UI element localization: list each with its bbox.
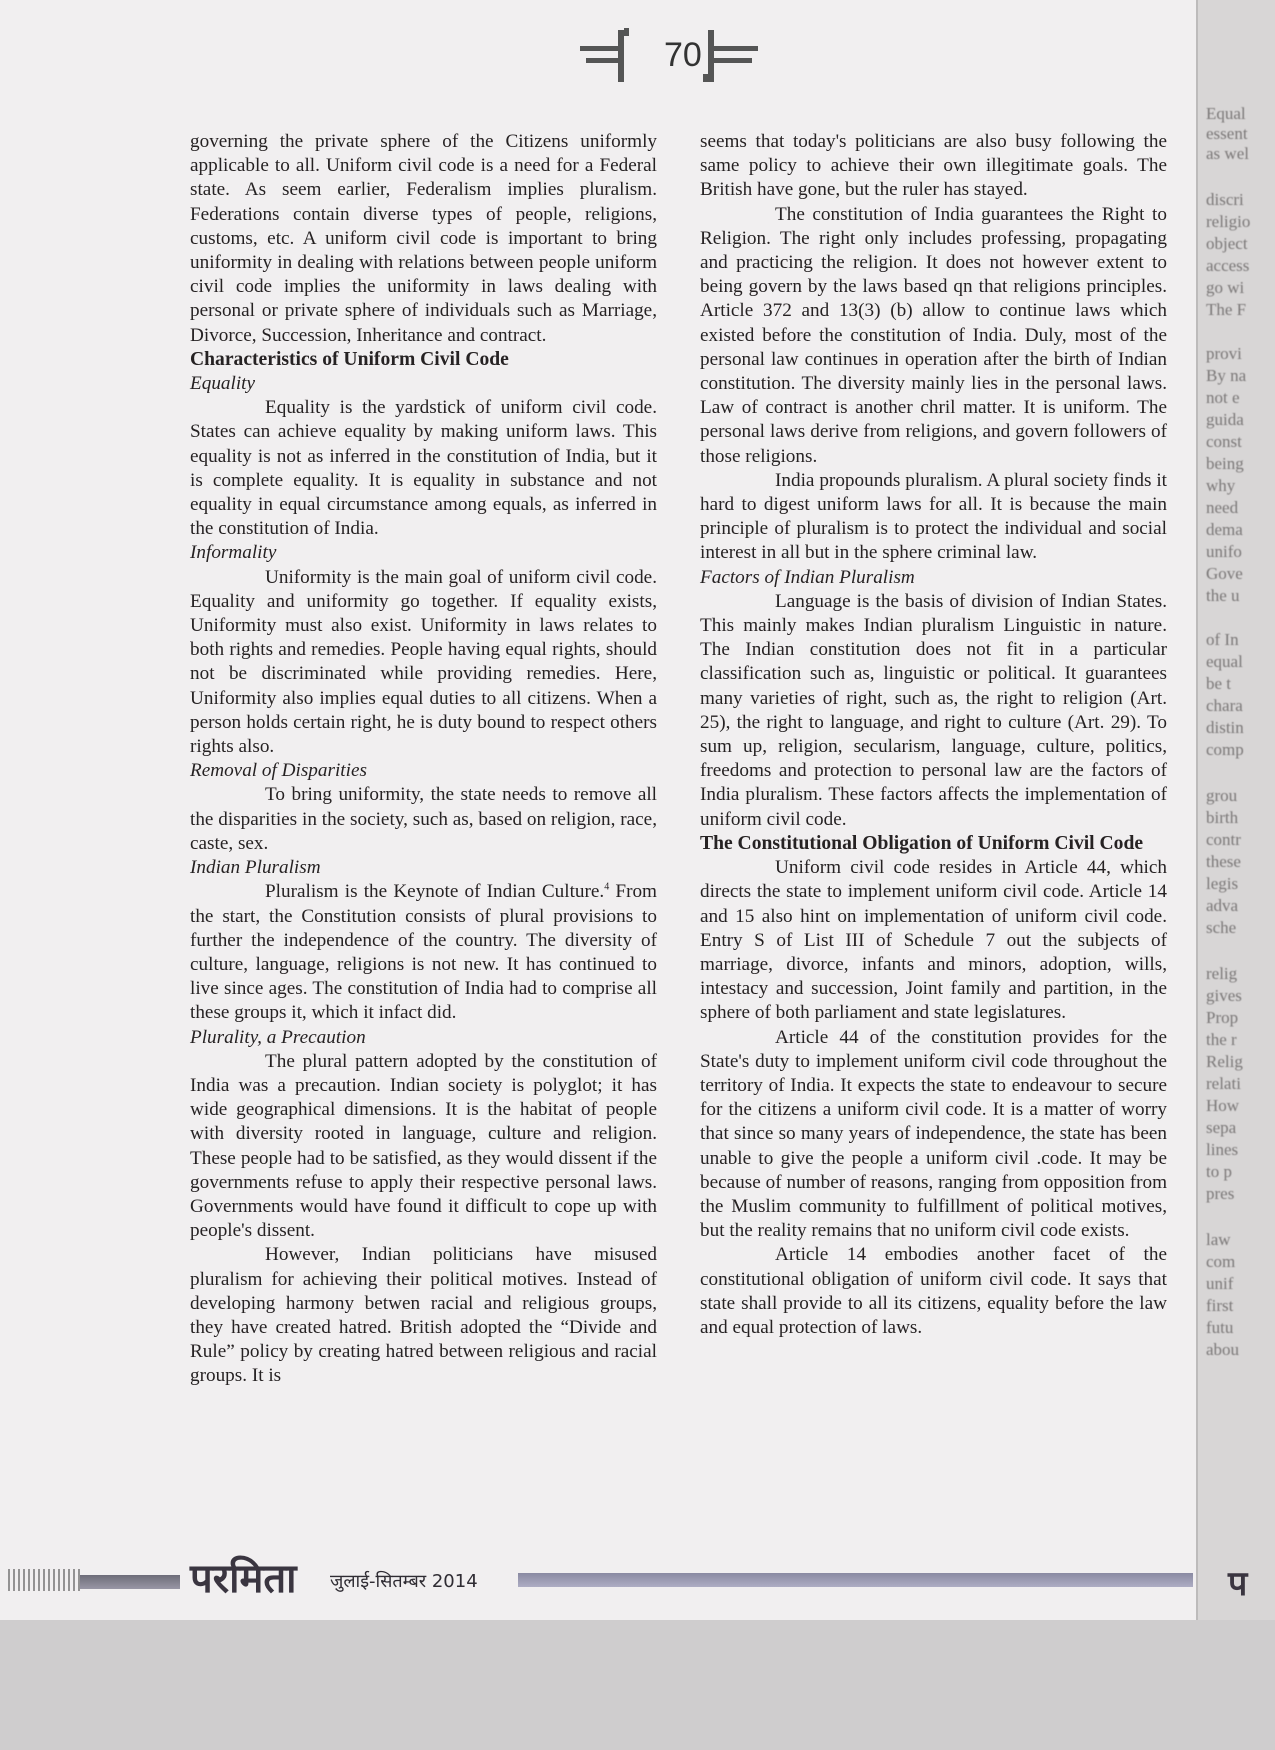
next-page-text-fragment: why [1206,476,1236,495]
footnote-marker: 4 [604,881,610,893]
footer-crop-marks [8,1569,80,1591]
next-page-text-fragment: comp [1206,740,1244,759]
body-paragraph: Article 14 embodies another facet of the constitutional obligation of uniform civil code. It says that state shall provide to all its citizens, equality before the law and equal protection of laws. [700,1244,1167,1338]
body-paragraph: The plural pattern adopted by the constitution of India was a precaution. Indian society is polyglot; it has wide geographical dimensions. It is the habitat of people with diversity rooted in language, culture and religion. These people had to be satisfied, as they would dissent if the governments refuse to apply their respective personal laws. Governments would have found it difficult to cope up with people's dissent. [190,1050,657,1242]
section-heading: Characteristics of Uniform Civil Code [190,348,509,370]
next-page-logo-fragment: प [1228,1564,1248,1604]
footer-rule-right [518,1573,1193,1587]
body-paragraph: Article 44 of the constitution provides for the State's duty to implement uniform civil code throughout the territory of India. It expects the state to endeavour to secure for the citizens a uniform civil code. It is a matter of worry that since so many years of independence, the state has been unable to give the people a uniform civil .code. It may be because of number of reasons, ranging from opposition from the Muslim community to fulfillment of political motives, but the reality remains that no uniform civil code exists. [700,1026,1167,1242]
next-page-text-fragment: not e [1206,388,1240,407]
right-text-column [700,130,1167,1340]
next-page-text-fragment: Equal [1206,104,1246,123]
subsection-heading: Removal of Disparities [190,760,367,782]
body-paragraph: Language is the basis of division of Indian States. This mainly makes Indian pluralism Linguistic in nature. The Indian constitution does not fit in a particular classification such as, linguistic or political. It guarantees many varieties of right, such as, the right to religion (Art. 25), the right to language, and right to culture (Art. 29). To sum up, religion, secularism, language, culture, politics, freedoms and protection to personal law are the factors of India pluralism. These factors affects the implementation of uniform civil code. [700,590,1167,830]
adjacent-page-edge [1196,0,1275,1620]
next-page-text-fragment: be t [1206,674,1232,693]
next-page-text-fragment: of In [1206,630,1239,649]
left-bracket-ornament [580,28,629,82]
footer-rule-left [80,1575,180,1589]
page-number: 70 [664,36,702,74]
next-page-text-fragment: religio [1206,212,1251,231]
next-page-text-fragment: unif [1206,1274,1234,1293]
next-page-text-fragment: need [1206,498,1239,517]
next-page-text-fragment: Relig [1206,1052,1243,1071]
next-page-text-fragment: go wi [1206,278,1245,297]
body-paragraph: India propounds pluralism. A plural society finds it hard to digest uniform laws for all. It is because the main principle of pluralism is to protect the individual and social interest in all but in the sphere criminal law. [700,469,1167,564]
body-paragraph: Equality is the yardstick of uniform civil code. States can achieve equality by making uniform laws. This equality is not as inferred in the constitution of India, but it is complete equality. It is equality in substance and not equality in equal circumstance among equals, as inferred in the constitution of India. [190,397,657,540]
issue-date: जुलाई-सितम्बर 2014 [330,1571,478,1592]
body-paragraph: To bring uniformity, the state needs to remove all the disparities in the society, such as, based on religion, race, caste, sex. [190,784,657,854]
subsection-heading: Factors of Indian Pluralism [700,566,915,588]
body-paragraph: Uniformity is the main goal of uniform civil code. Equality and uniformity go together. If equality exists, Uniformity must also exist. Uniformity in laws relates to both rights and remedies. People having equal rights, should not be discriminated while providing remedies. Here, Uniformity also implies equal duties to all citizens. When a person holds certain right, he is duty bound to respect others rights also. [190,566,657,758]
next-page-text-fragment: By na [1206,366,1247,385]
body-paragraph: governing the private sphere of the Citizens uniformly applicable to all. Uniform civil code is a need for a Federal state. As seem earlier, Federalism implies pluralism. Federations contain diverse types of people, religions, customs, etc. A uniform civil code is important to bring uniformity in dealing with relations between people uniform civil code implies the uniformity in laws dealing with personal or private sphere of individuals such as Marriage, Divorce, Succession, Inheritance and contract. [190,131,657,346]
subsection-heading: Indian Pluralism [190,857,321,879]
next-page-text-fragment: lines [1206,1140,1239,1159]
next-page-text-fragment: to p [1206,1162,1232,1181]
next-page-text-fragment: as wel [1206,144,1249,163]
page-header [580,28,780,88]
body-paragraph: However, Indian politicians have misused pluralism for achieving their political motives. Instead of developing harmony betwen racial and religious groups, they have created hatred. British adopted the “Divide and Rule” policy by creating hatred between religious and racial groups. It is [190,1244,657,1387]
next-page-text-fragment: gives [1206,986,1242,1005]
next-page-text-fragment: law [1206,1230,1231,1249]
body-paragraph: The constitution of India guarantees the Right to Religion. The right only includes professing, propagating and practicing the religion. It does not however extent to being govern by the laws based qn that religions principles. Article 372 and 13(3) (b) allow to continue laws which existed before the constitution of India. Duly, most of the personal law continues in operation after the birth of Indian constitution. The diversity mainly lies in the personal laws. Law of contract is another chril matter. It is uniform. The personal laws derive from religions, and govern followers of those religions. [700,203,1167,467]
body-paragraph [190,880,657,1025]
subsection-heading: Equality [190,373,256,395]
next-page-text-fragment: birth [1206,808,1239,827]
next-page-text-fragment: essent [1206,124,1248,143]
next-page-text-fragment: The F [1206,300,1247,319]
next-page-text-fragment: Prop [1206,1008,1239,1027]
next-page-text-fragment: the r [1206,1030,1237,1049]
next-page-text-fragment: pres [1206,1184,1235,1203]
next-page-text-fragment: How [1206,1096,1240,1115]
next-page-text-fragment: distin [1206,718,1244,737]
next-page-text-fragment: first [1206,1296,1234,1315]
next-page-text-fragment: const [1206,432,1242,451]
next-page-text-fragment: unifo [1206,542,1242,561]
subsection-heading: Informality [190,542,277,564]
next-page-text-fragment: com [1206,1252,1236,1271]
next-page-text-fragment: contr [1206,830,1241,849]
next-page-text-fragment: grou [1206,786,1238,805]
subsection-heading: Plurality, a Precaution [190,1026,366,1048]
journal-logo: परमिता [190,1556,297,1602]
next-page-text-fragment: relig [1206,964,1238,983]
next-page-text-fragment: adva [1206,896,1239,915]
page-shadow [0,1620,1275,1750]
next-page-text-fragment: sche [1206,918,1237,937]
body-paragraph: seems that today's politicians are also busy following the same policy to achieve their own illegitimate goals. The British have gone, but the ruler has stayed. [700,131,1167,201]
next-page-text-fragment: dema [1206,520,1243,539]
paragraph-text: From the start, the Constitution consists of plural provisions to further the independence of the country. The diversity of culture, language, religions is not new. It has continued to live since ages. The constitution of India had to comprise all these groups it, which it infact did. [190,881,657,1024]
next-page-text-fragment: legis [1206,874,1239,893]
next-page-text-fragment: Gove [1206,564,1243,583]
next-page-text-fragment: access [1206,256,1250,275]
next-page-text-fragment: chara [1206,696,1243,715]
next-page-text-fragment: futu [1206,1318,1234,1337]
next-page-text-fragment: provi [1206,344,1242,363]
right-bracket-ornament [703,30,758,82]
page-footer [0,1555,1275,1605]
next-page-text-fragment: guida [1206,410,1244,429]
body-paragraph: Uniform civil code resides in Article 44, which directs the state to implement uniform civil code. Article 14 and 15 also hint on implementation of uniform civil code. Entry S of List III of Schedule 7 out the subjects of marriage, divorce, infants and minors, adoption, wills, intestacy and succession, Joint family and partition, in the sphere of both parliament and state legislatures. [700,857,1167,1024]
section-heading: The Constitutional Obligation of Uniform Civil Code [700,832,1144,854]
next-page-text-fragment: equal [1206,652,1243,671]
paragraph-text: Pluralism is the Keynote of Indian Culture. [265,881,605,903]
next-page-text-fragment: abou [1206,1340,1240,1359]
next-page-text-fragment: being [1206,454,1244,473]
next-page-text-fragment: relati [1206,1074,1241,1093]
next-page-text-fragment: discri [1206,190,1244,209]
next-page-text-fragment: object [1206,234,1248,253]
next-page-text-fragment: these [1206,852,1241,871]
next-page-text-fragment: the u [1206,586,1240,605]
next-page-text-fragment: sepa [1206,1118,1237,1137]
left-text-column [190,130,657,1389]
